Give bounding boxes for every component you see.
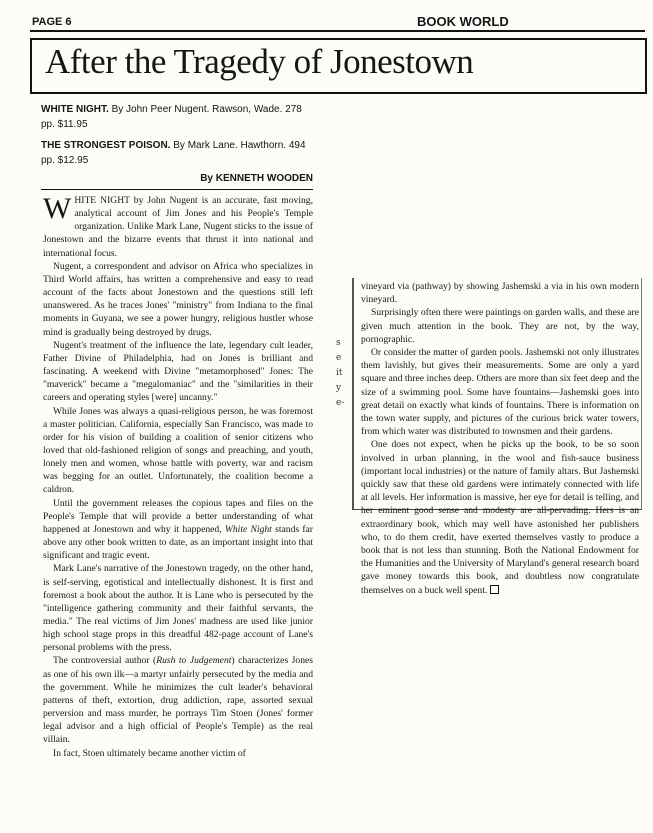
book-title-italic: White Night: [224, 523, 272, 535]
book-details: By Mark Lane. Hawthorn. 494 pp. $12.95: [41, 140, 306, 166]
continued-review-column: [361, 280, 639, 596]
sidebar-rule-right: [641, 278, 642, 510]
book-details: By John Peer Nugent. Rawson, Wade. 278 pp. $11.95: [41, 104, 302, 130]
book-listing: [41, 102, 311, 132]
review-paragraph: vineyard via (pathway) by showing Jashemski a via in his own modern vineyard.: [361, 281, 639, 306]
article-paragraph: [43, 194, 313, 260]
article-paragraph: While Jones was always a quasi-religious person, he was foremost a master politician. California, especially San Francisco, was made to order for his vision of building a coalition of senior citizens who loved that old-fashioned religion of songs and preaching, and youth, lonely men and women, whose battle with poverty, war and racism was begging for an outlet. Unfortunately, the coalition become a caldron.: [43, 405, 313, 496]
article-paragraph: Nugent, a correspondent and advisor on Africa who specializes in Third World affairs, has written a comprehensive and easy to read account of the facts about Jonestown and the questions still left unanswered. As he traces Jones' "ministry" from Indiana to the final moments in Guyana, we see a power hungry, religious hustler whose mind is gradually being destroyed by drugs.: [43, 260, 313, 338]
article-paragraph: Nugent's treatment of the influence the late, legendary cult leader, Father Divine of Philadelphia, had on Jones is brilliant and fascinating. A weekend with Divine "metamorphosed" Jones: The "maverick" became a "megalomaniac" and the "similarities in their careers and operating styles [were] uncanny.": [43, 339, 313, 404]
article-paragraph: Mark Lane's narrative of the Jonestown tragedy, on the other hand, is self-serving, egotistical and intellectually dishonest. It is first and foremost a book about the author. It is Lane who is persecuted by the "intelligence gathering community and their faithful servants, the media." The real victims of Jim Jones' madness are used like junior high school stage props in this dreadful 482-page account of Lane's personal problems with the press.: [43, 563, 313, 654]
book-title: THE STRONGEST POISON.: [41, 140, 171, 151]
review-paragraph: Or consider the matter of garden pools. Jashemski not only illustrates them lavishly, but gives their measurements. Some are only a yard square and three inches deep. Others are more than six feet deep and the size of a swimming pool. Some have fountains—Jashemski goes into great detail on exactly what kinds of fountains. There is information on the town water supply, and pictures of the curious brick water towers, from which water was distributed to townsmen and their gardens.: [361, 347, 639, 438]
paragraph-text: HITE NIGHT by John Nugent is an accurate, fast moving, analytical account of Jim Jones and his People's Temple organization. Unlike Mark Lane, Nugent sticks to the issue of Jonestown and the bizarre events that thrust it into national and international focus.: [43, 195, 313, 259]
sidebar-rule-left: [352, 278, 354, 510]
margin-fragments: [336, 336, 350, 606]
paragraph-text: ) characterizes Jones as one of his own ilk—a martyr unfairly persecuted by the media and the government. While he minimizes the cult leader's behavioral patterns of theft, extortion, drug addiction, rape, assorted sexual perversion and mass murder, he portrays Tim Stoen (Jones' former legal advisor and a high official of People's Temple) as the real villain.: [43, 655, 313, 746]
book-title: WHITE NIGHT.: [41, 104, 109, 115]
paragraph-text: One does not expect, when he picks up the book, to be so soon involved in urban planning, in the wool and fish-sauce business (important local industries) or the nature of family altars. But Jashemski quickly saw that these old gardens were intimately connected with life at all levels. Her information is massive, her eye for detail is telling, and her eminent good sense and modesty are all-pervading. Hers is an extraordinary book, which may well have astonished her publishers who, to do them credit, have exerted themselves vastly to produce a book that is not less than stunning. Both the National Endowment for the Humanities and the University of Maryland's general research board gave money towards this book, and doubtless now congratulate themselves on a buck well spent.: [361, 439, 639, 596]
drop-cap: W: [43, 192, 72, 225]
margin-fragment: e-: [336, 398, 345, 408]
review-paragraph: [361, 438, 639, 596]
byline-rule: [41, 189, 313, 190]
book-listing: [41, 138, 311, 168]
page-number: PAGE 6: [32, 16, 72, 28]
paragraph-text: Until the government releases the copious tapes and files on the People's Temple that will provide a better understanding of what happened at Jonestown and why it happened,: [43, 497, 313, 535]
margin-fragment: s: [336, 338, 341, 348]
article-column: [43, 194, 313, 824]
article-paragraph: [43, 497, 313, 563]
section-header: BOOK WORLD: [417, 14, 509, 29]
paragraph-text: stands far above any other book written to date, as an important insight into that significant and tragic event.: [43, 523, 313, 562]
end-mark-icon: [490, 585, 499, 594]
review-paragraph: Surprisingly often there were paintings on garden walls, and these are given much attention in the book. They are not, by the way, pornographic.: [361, 307, 639, 345]
margin-fragment: e: [336, 353, 342, 363]
paragraph-text: The controversial author (: [53, 655, 157, 667]
margin-fragment: it: [336, 368, 343, 378]
article-paragraph: In fact, Stoen ultimately became another victim of: [53, 747, 246, 759]
margin-fragment: y: [336, 383, 342, 393]
book-title-italic: Rush to Judgement: [156, 655, 232, 667]
article-title: After the Tragedy of Jonestown: [45, 42, 474, 81]
article-paragraph: [43, 654, 313, 746]
header-rule: [30, 30, 645, 32]
byline: By KENNETH WOODEN: [200, 173, 313, 184]
